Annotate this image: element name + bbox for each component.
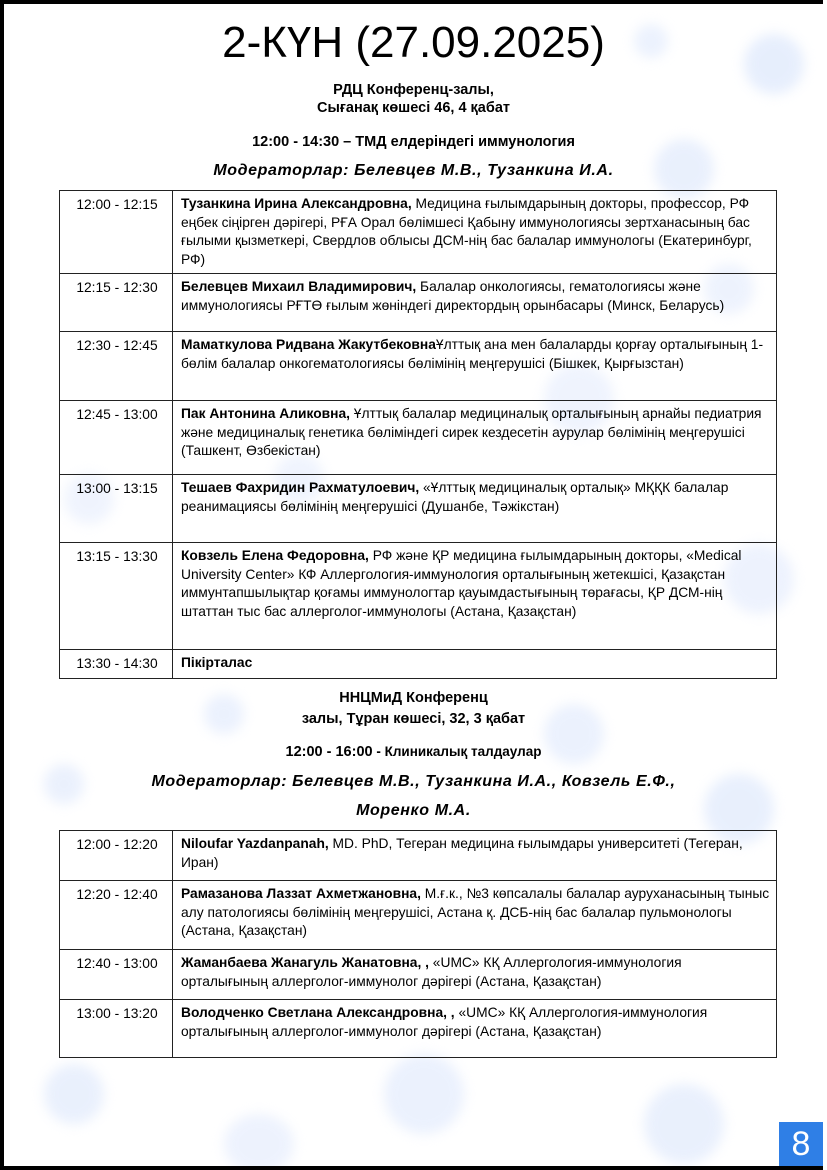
speaker-description: MD. PhD, Тегеран медицина ғылымдары университеті (Тегеран, Иран)	[181, 836, 743, 870]
speaker-name: Тузанкина Ирина Александровна,	[181, 196, 412, 211]
venue-line: залы, Тұран көшесі, 32, 3 қабат	[301, 711, 526, 727]
speaker-cell	[173, 650, 777, 679]
session-name: - Клиникалық талдаулар	[372, 744, 542, 759]
speaker-name: Белевцев Михаил Владимирович,	[181, 279, 417, 294]
time-cell: 12:45 - 13:00	[60, 401, 173, 475]
venue-line: Сығанақ көшесі 46, 4 қабат	[317, 100, 510, 116]
speaker-description: РФ және ҚР медицина ғылымдарының докторы, «Medical University Center» КФ Аллергология-иммунология орталығының жетекшісі, Қазақстан иммунтапшылықтар қоғамы иммунологтар қауымдастығының төрағасы, ҚР ДСМ-нің штаттан тыс бас аллерголог-иммунологы (Астана, Қазақстан)	[181, 548, 742, 619]
table-row	[60, 332, 777, 401]
speaker-name: Ковзель Елена Федоровна,	[181, 548, 369, 563]
speaker-cell	[173, 191, 777, 274]
speaker-name: Володченко Светлана Александровна, ,	[181, 1005, 455, 1020]
page-title: 2-КҮН (27.09.2025)	[222, 18, 605, 67]
speaker-cell	[173, 1000, 777, 1058]
speaker-cell	[173, 831, 777, 881]
time-cell: 13:00 - 13:15	[60, 475, 173, 543]
time-cell: 12:00 - 12:15	[60, 191, 173, 274]
background-dot	[224, 1114, 294, 1170]
speaker-cell	[173, 543, 777, 650]
page-number: 8	[779, 1122, 823, 1166]
speaker-cell	[173, 950, 777, 1000]
speaker-description: Ұлттық балалар медициналық орталығының арнайы педиатрия және медициналық генетика бөліміндегі сирек кездесетін аурулар бөлімінің меңгерушісі (Ташкент, Өзбекістан)	[181, 406, 762, 458]
schedule-table	[59, 190, 777, 679]
speaker-name: Маматкулова Ридвана Жакутбековна	[181, 337, 436, 352]
background-dot	[384, 1054, 464, 1134]
speaker-cell	[173, 475, 777, 543]
speaker-description: Балалар онкологиясы, гематологиясы және иммунологиясы РҒТӨ ғылым жөніндегі директордың орынбасары (Минск, Беларусь)	[181, 279, 725, 313]
time-cell: 12:30 - 12:45	[60, 332, 173, 401]
speaker-description: Медицина ғылымдарының докторы, профессор, РФ еңбек сіңірген дәрігері, РҒА Орал бөлімшесі Қабыну иммунологиясы зертханасының бас ғылыми қызметкері, Свердлов облысы ДСМ-нің бас балалар иммунологы (Екатеринбург, РФ)	[181, 196, 752, 267]
time-cell: 13:00 - 13:20	[60, 1000, 173, 1058]
session-heading: 12:00 - 14:30 – ТМД елдеріндегі иммунология	[252, 134, 575, 150]
table-row	[60, 274, 777, 332]
speaker-name: Пікірталас	[181, 655, 253, 670]
table-row	[60, 1000, 777, 1058]
speaker-description: Ұлттық ана мен балаларды қорғау орталығының 1-бөлім балалар онкогематологиясы бөлімінің меңгерушісі (Бішкек, Қырғызстан)	[181, 337, 764, 371]
table-row	[60, 650, 777, 679]
time-cell: 13:15 - 13:30	[60, 543, 173, 650]
speaker-cell	[173, 881, 777, 950]
time-cell: 13:30 - 14:30	[60, 650, 173, 679]
time-cell: 12:40 - 13:00	[60, 950, 173, 1000]
speaker-cell	[173, 274, 777, 332]
speaker-name: Niloufar Yazdanpanah,	[181, 836, 329, 851]
moderators: Моренко М.А.	[356, 802, 471, 819]
speaker-name: Рамазанова Лаззат Ахметжановна,	[181, 886, 421, 901]
background-dot	[644, 1084, 724, 1164]
schedule-table	[59, 830, 777, 1058]
moderators: Модераторлар: Белевцев М.В., Тузанкина И.А., Ковзель Е.Ф.,	[151, 773, 676, 790]
speaker-name: Тешаев Фахридин Рахматулоевич,	[181, 480, 420, 495]
table-row	[60, 191, 777, 274]
session-time: 12:00 - 16:00	[285, 744, 373, 760]
speaker-name: Жаманбаева Жанагуль Жанатовна, ,	[181, 955, 429, 970]
time-cell: 12:20 - 12:40	[60, 881, 173, 950]
speaker-cell	[173, 401, 777, 475]
speaker-description: М.ғ.к., №3 көпсалалы балалар ауруханасының тыныс алу патологиясы бөлімінің меңгерушісі, Астана қ. ДСБ-нің бас балалар пульмонологы (Астана, Қазақстан)	[181, 886, 770, 938]
table-row	[60, 401, 777, 475]
time-cell: 12:15 - 12:30	[60, 274, 173, 332]
venue-line: ННЦМиД Конференц	[339, 690, 488, 706]
table-row	[60, 881, 777, 950]
speaker-description: «UMC» КҚ Аллергология-иммунология орталығының аллерголог-иммунолог дәрігері (Астана, Қазақстан)	[181, 1005, 708, 1039]
table-row	[60, 950, 777, 1000]
speaker-name: Пак Антонина Аликовна,	[181, 406, 350, 421]
time-cell: 12:00 - 12:20	[60, 831, 173, 881]
venue-line: РДЦ Конференц-залы,	[333, 82, 494, 98]
table-row	[60, 475, 777, 543]
moderators: Модераторлар: Белевцев М.В., Тузанкина И.А.	[213, 162, 614, 179]
background-dot	[44, 1064, 104, 1124]
table-row	[60, 543, 777, 650]
speaker-description: «UMC» КҚ Аллергология-иммунология орталығының аллерголог-иммунолог дәрігері (Астана, Қазақстан)	[181, 955, 682, 989]
speaker-cell	[173, 332, 777, 401]
session-heading	[4, 744, 823, 760]
speaker-description: «Ұлттық медициналық орталық» МҚҚК балалар реанимациясы бөлімінің меңгерушісі (Душанбе, Тәжікстан)	[181, 480, 729, 514]
table-row	[60, 831, 777, 881]
